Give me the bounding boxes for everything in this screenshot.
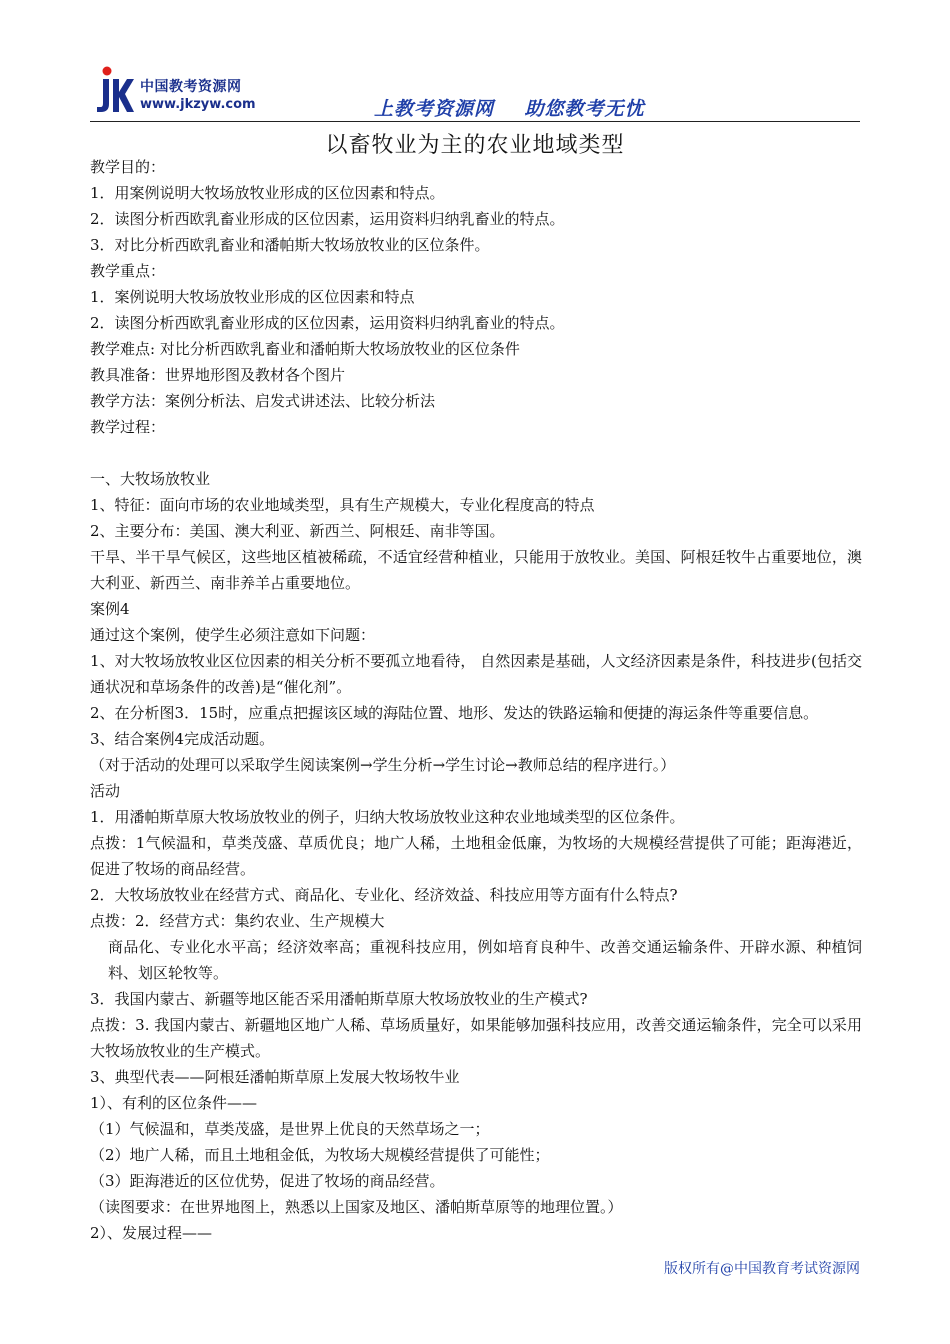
text-line: （1）气候温和，草类茂盛，是世界上优良的天然草场之一； xyxy=(90,1120,490,1138)
text-line: 2．大牧场放牧业在经营方式、商品化、专业化、经济效益、科技应用等方面有什么特点? xyxy=(90,886,678,904)
text-line: 2．读图分析西欧乳畜业形成的区位因素，运用资料归纳乳畜业的特点。 xyxy=(90,210,565,228)
text-line: 1、特征：面向市场的农业地域类型，具有生产规模大，专业化程度高的特点 xyxy=(90,496,595,514)
site-slogan: 上教考资源网 助您教考无忧 xyxy=(374,98,645,120)
jk-logo-icon xyxy=(94,66,134,116)
text-line: 教学难点: 对比分析西欧乳畜业和潘帕斯大牧场放牧业的区位条件 xyxy=(90,340,520,358)
text-line: 3、结合案例4完成活动题。 xyxy=(90,730,275,748)
blank-line xyxy=(90,440,862,466)
section-heading: 教学目的： xyxy=(90,158,166,176)
header-divider xyxy=(90,121,860,122)
text-line: 1）、有利的区位条件—— xyxy=(90,1094,258,1112)
text-line: 2、在分析图3．15时，应重点把握该区域的海陆位置、地形、发达的铁路运输和便捷的海运条件等重要信息。 xyxy=(90,704,819,722)
text-paragraph: 点拨：3. 我国内蒙古、新疆地区地广人稀、草场质量好，如果能够加强科技应用，改善交通运输条件，完全可以采用大牧场放牧业的生产模式。 xyxy=(90,1016,862,1060)
section-heading: 教学过程： xyxy=(90,418,166,436)
text-line: （3）距海港近的区位优势，促进了牧场的商品经营。 xyxy=(90,1172,445,1190)
text-paragraph: 1、对大牧场放牧业区位因素的相关分析不要孤立地看待， 自然因素是基础，人文经济因素是条件，科技进步(包括交通状况和草场条件的改善)是“催化剂”。 xyxy=(90,652,862,696)
document-title: 以畜牧业为主的农业地域类型 xyxy=(325,133,625,158)
copyright-footer: 版权所有@中国教育考试资源网 xyxy=(664,1261,860,1277)
text-line: 3．我国内蒙古、新疆等地区能否采用潘帕斯草原大牧场放牧业的生产模式? xyxy=(90,990,588,1008)
text-paragraph: 点拨：1气候温和，草类茂盛、草质优良；地广人稀，土地租金低廉，为牧场的大规模经营提供了可能；距海港近，促进了牧场的商品经营。 xyxy=(90,834,862,878)
site-url: www.jkzyw.com xyxy=(140,97,256,112)
text-line: 2）、发展过程—— xyxy=(90,1224,213,1242)
text-line: （读图要求：在世界地图上，熟悉以上国家及地区、潘帕斯草原等的地理位置。） xyxy=(90,1198,623,1216)
section-heading: 一、大牧场放牧业 xyxy=(90,470,211,488)
document-body xyxy=(90,154,862,1246)
text-line: （对于活动的处理可以采取学生阅读案例→学生分析→学生讨论→教师总结的程序进行。） xyxy=(90,756,676,774)
text-line: 教具准备：世界地形图及教材各个图片 xyxy=(90,366,346,384)
text-line: 3、典型代表——阿根廷潘帕斯草原上发展大牧场牧牛业 xyxy=(90,1068,460,1086)
site-name: 中国教考资源网 xyxy=(140,79,242,95)
section-heading: 教学重点： xyxy=(90,262,166,280)
text-paragraph: 商品化、专业化水平高；经济效率高；重视科技应用，例如培育良种牛、改善交通运输条件、开辟水源、种植饲料、划区轮牧等。 xyxy=(108,938,862,982)
section-heading: 活动 xyxy=(90,782,121,800)
text-line: 2．读图分析西欧乳畜业形成的区位因素，运用资料归纳乳畜业的特点。 xyxy=(90,314,565,332)
text-line: 教学方法：案例分析法、启发式讲述法、比较分析法 xyxy=(90,392,436,410)
text-line: （2）地广人稀，而且土地租金低，为牧场大规模经营提供了可能性； xyxy=(90,1146,550,1164)
text-line: 3．对比分析西欧乳畜业和潘帕斯大牧场放牧业的区位条件。 xyxy=(90,236,490,254)
text-line: 点拨：2．经营方式：集约农业、生产规模大 xyxy=(90,912,385,930)
text-paragraph: 干旱、半干旱气候区，这些地区植被稀疏，不适宜经营种植业，只能用于放牧业。美国、阿根廷牧牛占重要地位，澳大利亚、新西兰、南非养羊占重要地位。 xyxy=(90,548,862,592)
text-line: 1．用案例说明大牧场放牧业形成的区位因素和特点。 xyxy=(90,184,445,202)
text-line: 1．用潘帕斯草原大牧场放牧业的例子，归纳大牧场放牧业这种农业地域类型的区位条件。 xyxy=(90,808,685,826)
text-line: 通过这个案例，使学生必须注意如下问题： xyxy=(90,626,376,644)
text-line: 1．案例说明大牧场放牧业形成的区位因素和特点 xyxy=(90,288,415,306)
page-header xyxy=(90,66,860,122)
section-heading: 案例4 xyxy=(90,600,130,618)
text-line: 2、主要分布：美国、澳大利亚、新西兰、阿根廷、南非等国。 xyxy=(90,522,505,540)
